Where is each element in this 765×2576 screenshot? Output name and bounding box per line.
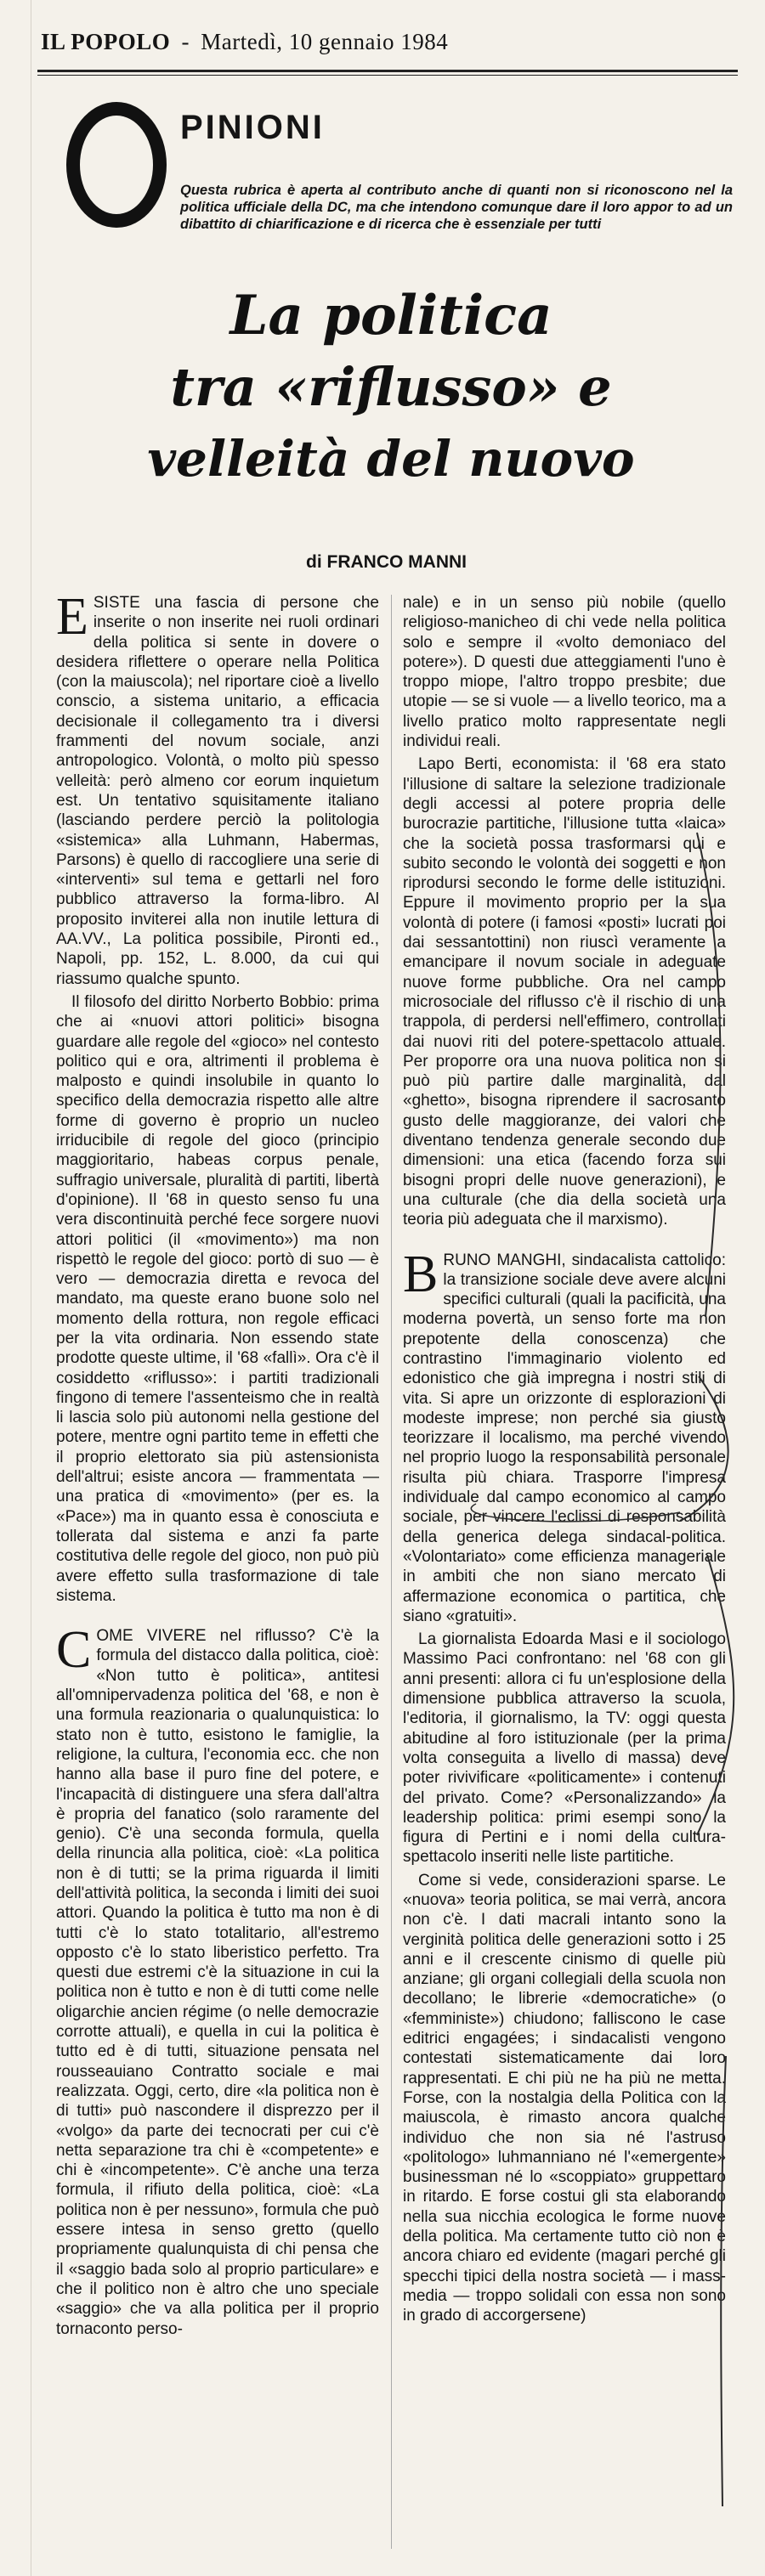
masthead-rule xyxy=(37,70,738,72)
masthead-separator: - xyxy=(181,29,190,54)
headline-line-2: tra «riflusso» e xyxy=(170,356,612,418)
paragraph xyxy=(56,992,379,1606)
paragraph xyxy=(56,1621,379,2339)
masthead-rule-thin xyxy=(37,75,738,76)
rubric-initial-o xyxy=(66,102,167,228)
article-headline xyxy=(60,280,722,494)
paragraph xyxy=(403,1245,726,1627)
drop-cap: E xyxy=(56,588,88,646)
paragraph-text: Come si vede, considerazioni sparse. Le «nuova» teoria politica, se mai verrà, ancora non c'è. I dati macrali intanto sono la verginità politica delle generazioni sotto i 25 anni e il crescente cinismo di quelle più anziane; gli organi collegiali della scuola non decollano; le librerie «democratiche» (o «femministe») chiudono; falliscono le case editrici engagées; i sindacalisti vengono contestati sistematicamente dai loro rappresentati. E chi più ne ha più ne metta. Forse, con la nostalgia della Politica con la maiuscola, è rimasto ancora qualche individuo che non sia né l'astruso «politologo» luhmanniano né l'«emergente» businessman né lo «scoppiato» gruppettaro in ritardo. E forse costui gli sta elaborando nella sua nicchia ecologica le forme nuove della politica. Ma certamente tutto ciò non è ancora chiaro ed evidente (magari perché gli specchi tipici della nostra società — i mass-media — troppo solidali con essa non sono in grado di accorgersene) xyxy=(403,1871,726,2325)
paragraph-text: Il filosofo del diritto Norberto Bobbio: prima che ai «nuovi attori politici» bisogna guardare alle regole del «gioco» nel contesto politico qui e ora, altrimenti il problema è malposto e quindi insolubile in quanto lo specifico della democrazia rispetto alle altre forme di governo è proprio un nucleo irriducibile di regole del gioco (principio maggioritario, habeas corpus penale, suffragio universale, pluralità di partiti, libertà d'opinione). Il '68 in questo senso fu una vera discontinuità perché fece sorgere nuovi attori politici (il «movimento») ma non rispettò le regole del gioco: portò di suo — è vero — democrazia diretta e revoca del mandato, ma queste erano buone solo nel momento della rottura, non regole efficaci per la vita ordinaria. Non essendo state prodotte queste ultime, il '68 «fallì». Ora c'è il cosiddetto «riflusso»: i partiti tradizionali fingono di temere l'assenteismo che in realtà li lascia solo più autonomi nella gestione del potere, mentre ogni partito teme in effetti che il proprio elettorato sia più astensionista dell'altrui; esiste ancora — frammentata — una pratica di «movimento» (per es. la «Pace») ma in quanto essa è conosciuta e tollerata dal sistema e anzi fa parte costitutiva delle regole del gioco, non può più avere effetto sulla trasformazione di tale sistema. xyxy=(56,992,379,1605)
rubric-description: Questa rubrica è aperta al contributo anche di quanti non si riconoscono nel la politica ufficiale della DC, ma che intendono comunque dare il loro appor to ad un dibattito di chiarificazione e di ricerca che è essenziale per tutti xyxy=(180,183,733,232)
drop-cap: C xyxy=(56,1621,92,1680)
newspaper-name: IL POPOLO xyxy=(41,29,171,54)
paragraph xyxy=(403,593,726,751)
paragraph-text: SISTE una fascia di persone che inserite o non inserite nei ruoli ordinari della politica si sente in dovere o desidera riflettere o operare nella Politica (con la maiuscola); nel riportare cioè a livello conscio, a sistema unitario, a efficacia decisionale il collegamento tra i diversi frammenti del novum sociale, anzi antropologico. Volontà, o molto più spesso velleità: però almeno cor eorum inquietum est. Un tentativo squisitamente italiano (lasciando perdere perciò la politologia «sistemica» alla Luhmann, Habermas, Parsons) è quello di raccogliere una serie di «interventi» sul tema e gettarli nel foro pubblico attraverso la forma-libro. Al proposito inviterei alla non inutile lettura di AA.VV., La politica possibile, Pironti ed., Napoli, pp. 152, L. 8.000, da cui qui riassumo qualche spunto. xyxy=(56,594,379,988)
headline-line-3: velleità del nuovo xyxy=(147,430,635,488)
column-divider xyxy=(391,595,392,2549)
paragraph-text: OME VIVERE nel riflusso? C'è la formula del distacco dalla politica, cioè: «Non tutto è politica», antitesi all'omnipervadenza politica del '68, e non è una formula reazionaria o qualunquistica: lo stato non è tutto, esistono le famiglie, la religione, la cultura, l'economia ecc. che non hanno alla base il puro fine del potere, e l'incapacità di distinguere una sfera dall'altra è propria del fanatico (solo raramente del genio). C'è una seconda formula, quella della rinuncia alla politica, cioè: «La politica non è di tutti; se la prima riguarda il limiti dell'attività politica, la seconda i limiti dei suoi attori. Quando la politica è tutto ma non è di tutti c'è lo stato totalitario, all'estremo opposto c'è lo stato liberistico perfetto. Tra questi due estremi c'è la situazione in cui la politica non è tutto e non è di tutti come nelle oligarchie ancien régime (o nelle democrazie corrotte attuali), e quella in cui la politica è tutto ed è di tutti, situazione pensata nel rousseauiano Contratto sociale e mai realizzata. Oggi, certo, dire «la politica non è di tutti» può nascondere il disprezzo per il «volgo» da parte dei tecnocrati per cui c'è netta separazione tra chi è «competente» e chi è «incompetente». C'è anche una terza formula, il rifiuto della politica, cioè: «La politica non è per nessuno», formula che può essere intesa in senso gretto (quello propriamente qualunquista di chi pensa che il «saggio bada solo al proprio particulare» e che il politico non è altro che uno speciale «saggio» che va alla politica per il proprio tornaconto perso- xyxy=(56,1627,379,2338)
paragraph-text: Lapo Berti, economista: il '68 era stato l'illusione di saltare la selezione tradizionale degli accessi al potere propria delle burocrazie partitiche, l'illusione tutta «laica» che la società possa trasformarsi qui e subito secondo le volontà dei soggetti e non riprodursi secondo le forme delle istituzioni. Eppure il movimento proprio per la sua volontà di potere (i famosi «posti» lucrati poi dai sessantottini) non riuscì veramente a emancipare il novum sociale in adeguate nuove forme pubbliche. Ora nel campo microsociale del riflusso c'è il rischio di una trappola, di perdersi nell'effimero, controllati dai nuovi riti del potere-spettacolo attuale. Per proporre ora una nuova politica non si può più partire dalle marginalità, dal «ghetto», bisogna riprendere il sacrosanto gusto delle maggioranze, dei valori che diventano tendenza generale secondo due dimensioni: una etica (facendo forza sui bisogni propri delle nuove generazioni), e una culturale (che dia della società una teoria più adeguata che il marxismo). xyxy=(403,755,726,1229)
paragraph xyxy=(403,754,726,1229)
paragraph-text: nale) e in un senso più nobile (quello religioso-manicheo di chi vede nella politica solo e sempre il «volto demoniaco del potere»). D questi due atteggiamenti l'uno è troppo miope, l'altro troppo presbite; due utopie — se si vuole — a livello teorico, ma a livello pratico molto rappresentate negli individui reali. xyxy=(403,594,726,751)
rubric-title: PINIONI xyxy=(180,109,325,146)
byline: di FRANCO MANNI xyxy=(306,552,467,572)
paragraph xyxy=(56,588,379,989)
headline-line-1: La politica xyxy=(230,284,552,347)
issue-date: Martedì, 10 gennaio 1984 xyxy=(201,29,449,54)
paragraph-text: La giornalista Edoarda Masi e il sociologo Massimo Paci confrontano: nel '68 con gli anni presenti: allora ci fu un'esplosione della dimensione pubblica attraverso la scuola, l'editoria, il giornalismo, la TV: oggi questa abitudine al foro istituzionale (per la prima volta conseguita a livello di massa) deve poter rivivificare «politicamente» i contenuti del privato. Come? «Personalizzando» la leadership politica: primi esempi sono la figura di Pertini e i nomi della cultura-spettacolo inseriti nelle liste partitiche. xyxy=(403,1630,726,1867)
drop-cap: B xyxy=(403,1245,439,1303)
paragraph xyxy=(403,1630,726,1867)
paragraph-text: RUNO MANGHI, sindacalista cattolico: la transizione sociale deve avere alcuni specifici culturali (quali la pacificità, una moderna povertà, un senso forte ma non prepotente della conoscenza) che contrastino l'immaginario violento ed edonistico che già impregna i nostri stili di vita. Si apre un orizzonte di esplorazioni di modeste imprese; non perché sia giusto teorizzare il localismo, ma perché vivendo nel proprio luogo la responsabilità personale risulta più chiara. Trasporre l'impresa individuale dal campo economico al campo sociale, per vincere l'eclissi di responsabilità della generica delega sindacal-politica. «Volontariato» come efficienza manageriale in ambiti che non siano mercato di affermazione economica o partitica, che siano «gratuiti». xyxy=(403,1251,726,1625)
masthead xyxy=(41,29,738,63)
right-column xyxy=(403,593,726,2330)
paragraph xyxy=(403,1871,726,2326)
left-column xyxy=(56,588,379,2342)
